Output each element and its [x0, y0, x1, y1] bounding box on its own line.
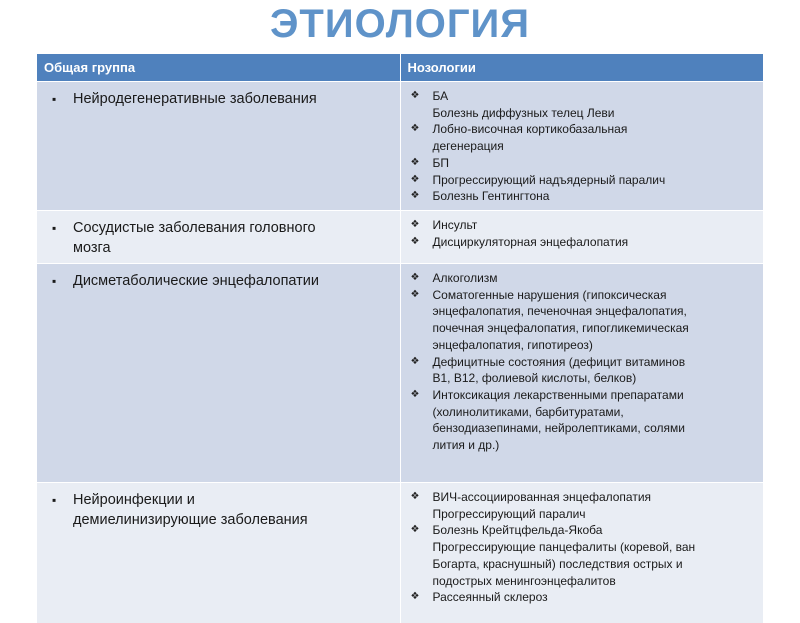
nosology-text: Дефицитные состояния (дефицит витаминов В1, В12, фолиевой кислоты, белков)	[433, 354, 686, 387]
square-bullet-icon: ▪	[52, 218, 73, 238]
nosology-text: Болезнь Крейтцфельда-Якоба Прогрессирующие панцефалиты (коревой, ван Богарта, краснушный) последствия острых и подострых менингоэнцефалитов	[433, 522, 696, 589]
nosology-cell	[400, 264, 763, 483]
nosology-item	[411, 172, 758, 189]
nosology-list	[401, 483, 764, 606]
table-row	[37, 483, 763, 623]
diamond-bullet-icon: ❖	[411, 234, 433, 251]
nosology-cell	[400, 211, 763, 264]
nosology-text: Болезнь Гентингтона	[433, 188, 550, 205]
nosology-cell	[400, 483, 763, 623]
nosology-text: Лобно-височная кортикобазальная дегенерация	[433, 121, 628, 154]
nosology-text: Алкоголизм	[433, 270, 498, 287]
nosology-text: Прогрессирующий надъядерный паралич	[433, 172, 666, 189]
nosology-text: БП	[433, 155, 450, 172]
nosology-item	[411, 217, 758, 234]
group-cell	[37, 211, 400, 264]
diamond-bullet-icon: ❖	[411, 387, 433, 404]
diamond-bullet-icon: ❖	[411, 270, 433, 287]
group-cell	[37, 264, 400, 483]
group-label: Сосудистые заболевания головного мозга	[73, 218, 316, 258]
nosology-text: Интоксикация лекарственными препаратами (холинолитиками, барбитуратами, бензодиазепинами, нейролептиками, солями лития и др.)	[433, 387, 686, 454]
diamond-bullet-icon: ❖	[411, 88, 433, 105]
slide-title: ЭТИОЛОГИЯ	[0, 0, 800, 48]
nosology-item	[411, 522, 758, 589]
nosology-item	[411, 270, 758, 287]
diamond-bullet-icon: ❖	[411, 121, 433, 138]
table-row	[37, 264, 763, 483]
table-row	[37, 211, 763, 264]
square-bullet-icon: ▪	[52, 89, 73, 109]
nosology-text: Дисциркуляторная энцефалопатия	[433, 234, 629, 251]
group-label: Нейродегенеративные заболевания	[73, 89, 317, 109]
nosology-item	[411, 188, 758, 205]
diamond-bullet-icon: ❖	[411, 589, 433, 606]
square-bullet-icon: ▪	[52, 271, 73, 291]
nosology-item	[411, 589, 758, 606]
group-cell	[37, 82, 400, 211]
nosology-item	[411, 155, 758, 172]
nosology-list	[401, 82, 764, 205]
group-label: Дисметаболические энцефалопатии	[73, 271, 319, 291]
nosology-item	[411, 234, 758, 251]
nosology-list	[401, 211, 764, 250]
nosology-text: ВИЧ-ассоциированная энцефалопатия Прогрессирующий паралич	[433, 489, 652, 522]
diamond-bullet-icon: ❖	[411, 522, 433, 539]
table-header-row	[37, 54, 763, 82]
nosology-text: Соматогенные нарушения (гипоксическая энцефалопатия, печеночная энцефалопатия, почечная энцефалопатия, гипогликемическая энцефалопатия, гипотиреоз)	[433, 287, 689, 354]
header-general-group: Общая группа	[37, 54, 400, 82]
table-row	[37, 82, 763, 211]
nosology-item	[411, 387, 758, 454]
group-label: Нейроинфекции и демиелинизирующие заболевания	[73, 490, 308, 530]
nosology-text: БА Болезнь диффузных телец Леви	[433, 88, 615, 121]
nosology-item	[411, 354, 758, 387]
group-cell	[37, 483, 400, 623]
nosology-list	[401, 264, 764, 454]
nosology-cell	[400, 82, 763, 211]
square-bullet-icon: ▪	[52, 490, 73, 510]
nosology-item	[411, 489, 758, 522]
diamond-bullet-icon: ❖	[411, 188, 433, 205]
diamond-bullet-icon: ❖	[411, 489, 433, 506]
diamond-bullet-icon: ❖	[411, 217, 433, 234]
nosology-text: Рассеянный склероз	[433, 589, 548, 606]
diamond-bullet-icon: ❖	[411, 354, 433, 371]
diamond-bullet-icon: ❖	[411, 172, 433, 189]
nosology-item	[411, 88, 758, 121]
etiology-table	[37, 54, 763, 623]
header-nosologies: Нозологии	[400, 54, 763, 82]
diamond-bullet-icon: ❖	[411, 155, 433, 172]
nosology-item	[411, 121, 758, 154]
nosology-item	[411, 287, 758, 354]
diamond-bullet-icon: ❖	[411, 287, 433, 304]
nosology-text: Инсульт	[433, 217, 478, 234]
